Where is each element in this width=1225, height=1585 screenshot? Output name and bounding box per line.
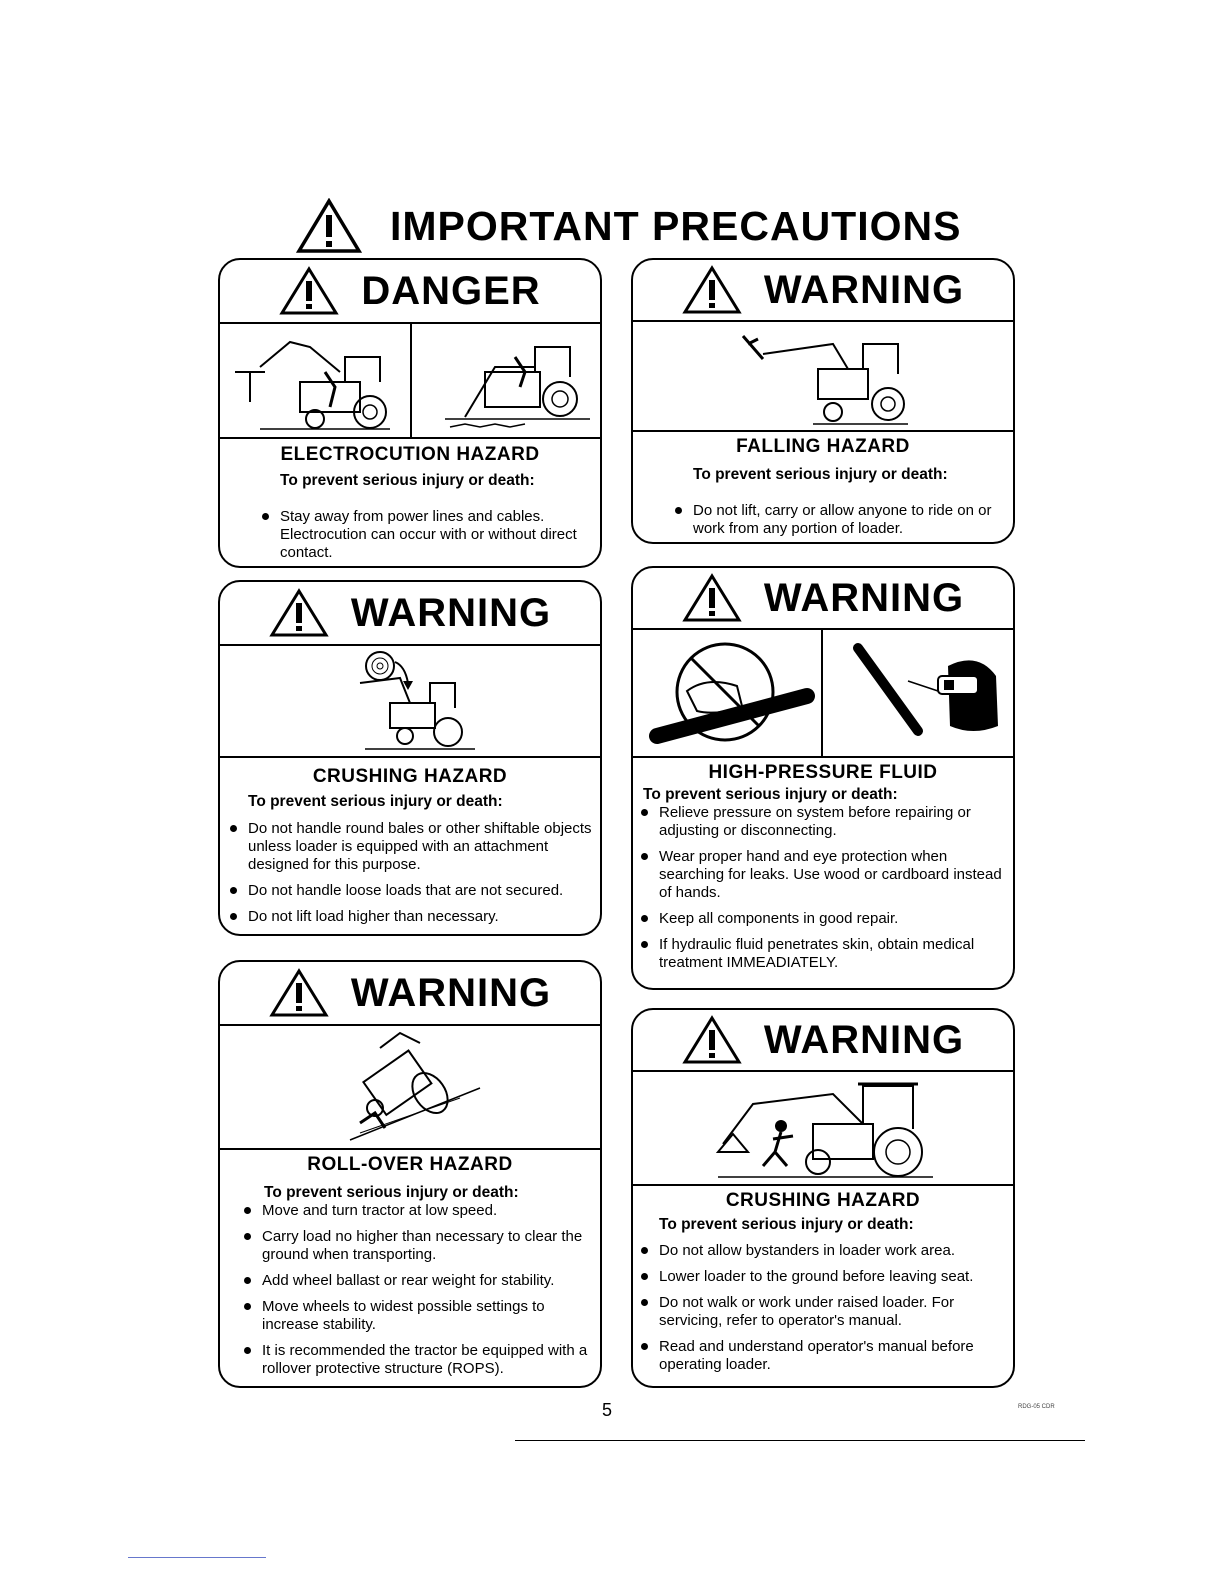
bottom-underline <box>128 1557 266 1558</box>
list-item: Wear proper hand and eye protection when searching for leaks. Use wood or cardboard instead of hands. <box>637 848 1013 902</box>
hazard-title: FALLING HAZARD <box>736 436 910 457</box>
hazard-illustration <box>220 1024 600 1150</box>
hazard-title: CRUSHING HAZARD <box>312 766 508 787</box>
prevent-text: To prevent serious injury or death: <box>693 466 948 483</box>
falling-bale-illustration <box>350 648 480 752</box>
list-item: Move and turn tractor at low speed. <box>240 1202 596 1220</box>
warning-rollover-panel <box>218 960 602 1388</box>
hose-and-face-shield-illustration <box>838 636 1008 748</box>
tractor-rollover-illustration <box>340 1028 500 1144</box>
panel-header <box>633 260 1013 322</box>
list-item: Do not walk or work under raised loader. For servicing, refer to operator's manual. <box>637 1294 1013 1330</box>
warning-fluid-panel <box>631 566 1015 990</box>
list-item: Lower loader to the ground before leaving seat. <box>637 1268 1013 1286</box>
signal-word: WARNING <box>763 267 965 312</box>
footer-rule <box>515 1440 1085 1441</box>
bullet-list <box>226 820 598 934</box>
warning-triangle-icon <box>269 588 329 638</box>
warning-crushing-bystanders-panel <box>631 1008 1015 1388</box>
panel-header <box>220 260 600 324</box>
prevent-text: To prevent serious injury or death: <box>643 786 898 803</box>
hazard-title: HIGH-PRESSURE FLUID <box>708 762 938 783</box>
signal-word: WARNING <box>350 970 552 1015</box>
bystander-under-loader-illustration <box>713 1074 943 1180</box>
hazard-title: ELECTROCUTION HAZARD <box>280 444 540 465</box>
prevent-text: To prevent serious injury or death: <box>280 472 535 489</box>
warning-triangle-icon <box>279 266 339 316</box>
panel-header <box>220 582 600 646</box>
page-title-text: IMPORTANT PRECAUTIONS <box>390 202 962 249</box>
warning-triangle-icon <box>269 968 329 1018</box>
list-item: It is recommended the tractor be equipped with a rollover protective structure (ROPS). <box>240 1342 596 1378</box>
signal-word: DANGER <box>361 268 541 313</box>
panel-header <box>633 568 1013 630</box>
hazard-title: ROLL-OVER HAZARD <box>307 1154 513 1175</box>
list-item: Add wheel ballast or rear weight for stability. <box>240 1272 596 1290</box>
tractor-power-line-illustration <box>230 327 400 432</box>
document-code: RDG-05 CDR <box>1018 1404 1055 1410</box>
falling-from-loader-illustration <box>733 324 913 426</box>
danger-electrocution-panel <box>218 258 602 568</box>
list-item: If hydraulic fluid penetrates skin, obtain medical treatment IMMEADIATELY. <box>637 936 1013 972</box>
bullet-list <box>240 1202 596 1386</box>
list-item: Keep all components in good repair. <box>637 910 1013 928</box>
page-title <box>296 196 996 256</box>
hazard-illustration <box>220 322 600 439</box>
hazard-title: CRUSHING HAZARD <box>725 1190 921 1211</box>
list-item: Do not allow bystanders in loader work area. <box>637 1242 1013 1260</box>
signal-word: WARNING <box>350 590 552 635</box>
bullet-list <box>637 1242 1013 1382</box>
list-item: Do not lift, carry or allow anyone to ride on or work from any portion of loader. <box>671 502 1011 538</box>
list-item: Read and understand operator's manual before operating loader. <box>637 1338 1013 1374</box>
hazard-illustration <box>220 644 600 758</box>
signal-word: WARNING <box>763 1017 965 1062</box>
warning-triangle-icon <box>682 573 742 623</box>
list-item: Stay away from power lines and cables. Electrocution can occur with or without direct contact. <box>258 508 588 562</box>
bullet-list <box>671 502 1011 544</box>
warning-triangle-icon <box>682 1015 742 1065</box>
list-item: Do not lift load higher than necessary. <box>226 908 598 926</box>
hazard-illustration <box>633 1070 1013 1186</box>
page-number: 5 <box>602 1400 613 1420</box>
warning-triangle-icon <box>682 265 742 315</box>
hazard-illustration <box>633 320 1013 432</box>
warning-triangle-icon <box>296 198 362 254</box>
list-item: Carry load no higher than necessary to clear the ground when transporting. <box>240 1228 596 1264</box>
panel-header <box>633 1010 1013 1072</box>
list-item: Relieve pressure on system before repairing or adjusting or disconnecting. <box>637 804 1013 840</box>
list-item: Move wheels to widest possible settings to increase stability. <box>240 1298 596 1334</box>
panel-header <box>220 962 600 1026</box>
prevent-text: To prevent serious injury or death: <box>659 1216 914 1233</box>
list-item: Do not handle round bales or other shiftable objects unless loader is equipped with an attachment designed for this purpose. <box>226 820 598 874</box>
bullet-list <box>637 804 1013 980</box>
prevent-text: To prevent serious injury or death: <box>248 793 503 810</box>
warning-crushing-bales-panel <box>218 580 602 936</box>
prevent-text: To prevent serious injury or death: <box>264 1184 519 1201</box>
bullet-list <box>258 508 588 568</box>
hazard-illustration <box>633 628 1013 758</box>
signal-word: WARNING <box>763 575 965 620</box>
warning-falling-panel <box>631 258 1015 544</box>
tractor-buried-line-illustration <box>425 327 595 432</box>
no-hand-on-hose-illustration <box>647 636 817 748</box>
list-item: Do not handle loose loads that are not secured. <box>226 882 598 900</box>
